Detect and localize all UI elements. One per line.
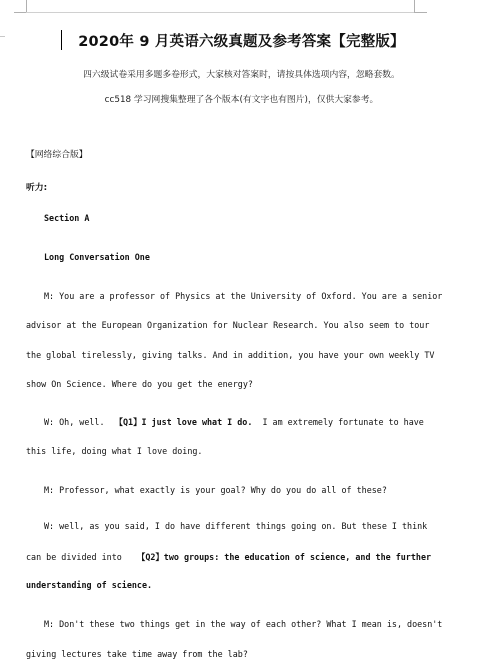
conversation-title: Long Conversation One — [44, 252, 150, 262]
answer-paragraph-q2 — [26, 551, 432, 563]
document-title: 2020年 9 月英语六级真题及参考答案【完整版】 — [78, 34, 405, 50]
paragraph-line: M: Professor, what exactly is your goal? Why do you do all of these? — [44, 485, 387, 495]
paragraph-line: advisor at the European Organization for Nuclear Research. You also seem to tour — [26, 320, 430, 330]
answer-paragraph-q1 — [44, 416, 436, 428]
section-heading: Section A — [44, 213, 90, 223]
answer-highlight-q2-cont: understanding of science. — [26, 580, 153, 590]
paragraph-line: W: well, as you said, I do have different things going on. But these I think — [44, 521, 428, 531]
paragraph-line: show On Science. Where do you get the energy? — [26, 379, 253, 389]
paragraph-line: M: Don't these two things get in the way of each other? What I mean is, doesn't — [44, 619, 443, 629]
answer-highlight-q1: 【Q1】I just love what I do. — [114, 417, 253, 427]
section-label: 【网络综合版】 — [26, 150, 88, 160]
page-top-rule — [26, 12, 414, 13]
paragraph-line: M: You are a professor of Physics at the University of Oxford. You are a senior — [44, 291, 443, 301]
speaker-text: can be divided into — [26, 552, 122, 562]
page-corner-mark-right — [414, 0, 427, 13]
paragraph-line: giving lectures take time away from the lab? — [26, 649, 248, 659]
intro-line-1: 四六级试卷采用多题多卷形式，大家核对答案时，请按具体选项内容，忽略套数。 — [83, 70, 400, 80]
speaker-text: I am extremely fortunate to have — [262, 417, 424, 427]
listening-label: 听力: — [26, 183, 48, 193]
speaker-text: W: Oh, well. — [44, 417, 105, 427]
intro-line-2: cc518 学习网搜集整理了各个版本(有文字也有图片)，仅供大家参考。 — [104, 95, 379, 105]
paragraph-line: the global tirelessly, giving talks. And in addition, you have your own weekly TV — [26, 350, 435, 360]
paragraph-line: this life, doing what I love doing. — [26, 446, 203, 456]
answer-highlight-q2: 【Q2】two groups: the education of science, and the further — [136, 552, 432, 562]
